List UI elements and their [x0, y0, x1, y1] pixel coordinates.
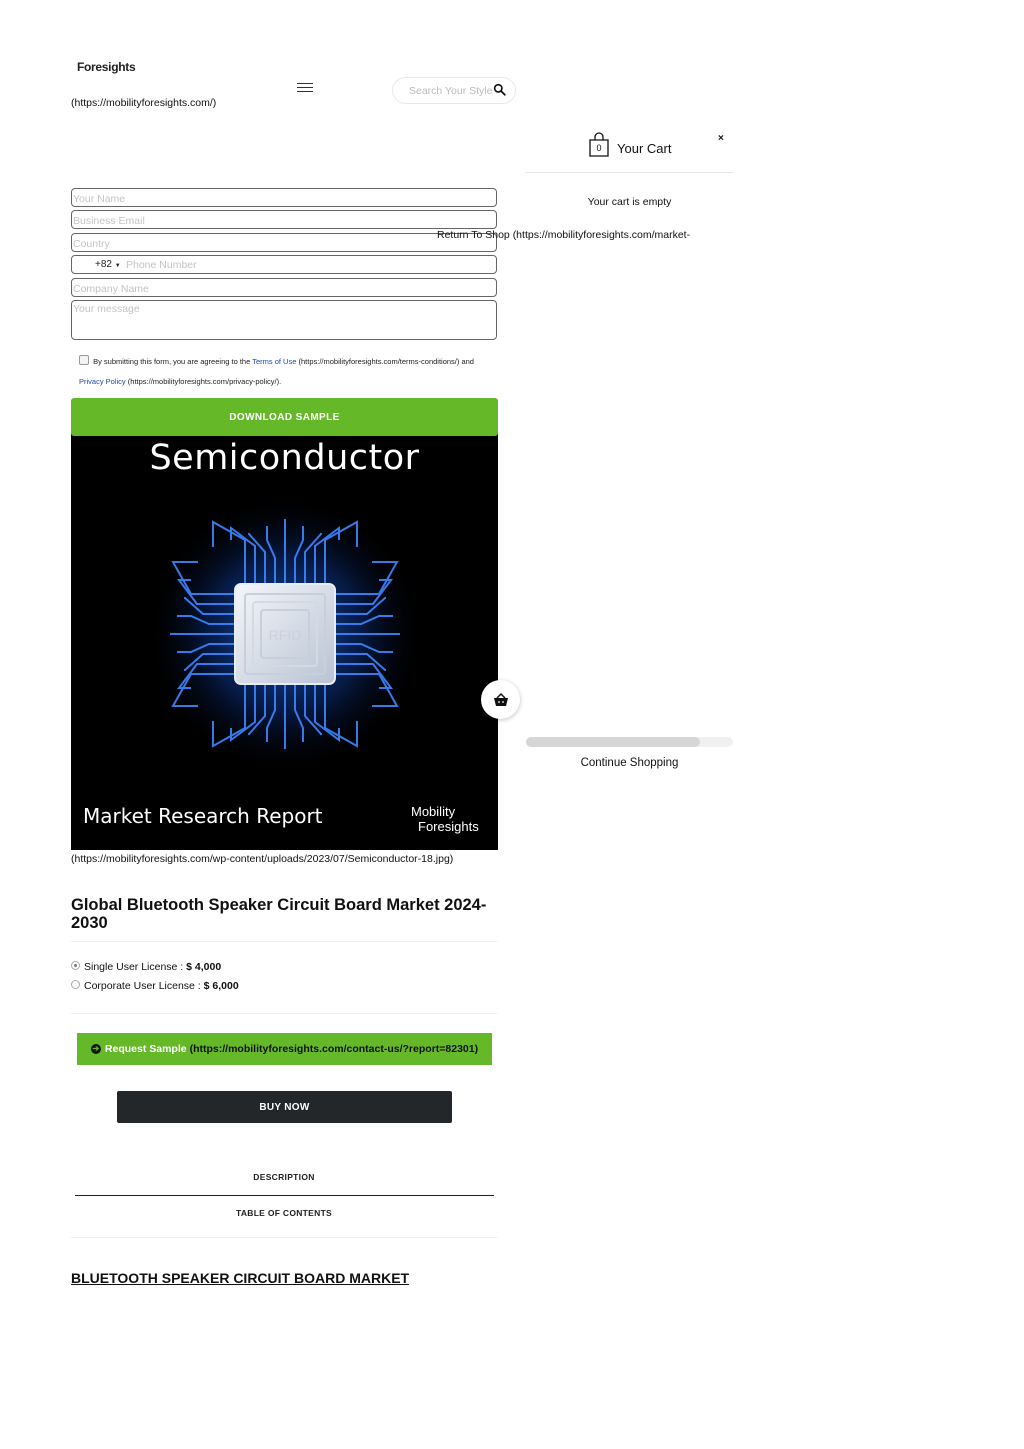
- license-label: Single User License :: [84, 961, 184, 973]
- tab-description[interactable]: DESCRIPTION: [253, 1172, 315, 1182]
- name-field: [71, 188, 497, 207]
- phone-country-select[interactable]: [95, 259, 121, 270]
- cart-progress-fill: [526, 737, 700, 747]
- divider: [71, 1013, 497, 1014]
- return-to-shop-link[interactable]: [437, 229, 733, 241]
- search-box: [392, 77, 516, 104]
- license-radio-single[interactable]: [71, 961, 80, 970]
- license-option-single[interactable]: [71, 961, 221, 973]
- cart-progress-bar: [526, 737, 733, 747]
- floating-cart-button[interactable]: [481, 680, 520, 719]
- cart-count: 0: [596, 143, 602, 153]
- product-title: Global Bluetooth Speaker Circuit Board Market 2024-2030: [71, 896, 487, 932]
- cover-image-link[interactable]: (https://mobilityforesights.com/wp-content/uploads/2023/07/Semiconductor-18.jpg): [71, 853, 454, 865]
- logo-text: Foresights: [77, 60, 136, 74]
- divider: [71, 941, 497, 942]
- license-radio-corporate[interactable]: [71, 980, 80, 989]
- basket-icon: [493, 693, 509, 707]
- email-input[interactable]: [72, 213, 496, 230]
- company-input[interactable]: [72, 281, 496, 298]
- message-textarea[interactable]: [72, 301, 496, 339]
- cover-brand-line2: Foresights: [418, 819, 479, 834]
- hamburger-icon[interactable]: [297, 83, 313, 93]
- privacy-link[interactable]: Privacy Policy: [79, 377, 126, 386]
- consent-block: [79, 352, 499, 392]
- continue-shopping-button[interactable]: Continue Shopping: [580, 757, 679, 769]
- search-input[interactable]: [409, 85, 495, 97]
- cover-brand: [411, 804, 479, 834]
- license-option-corporate[interactable]: [71, 980, 239, 992]
- close-icon[interactable]: ×: [718, 133, 724, 144]
- privacy-url[interactable]: (https://mobilityforesights.com/privacy-policy/).: [127, 377, 282, 386]
- arrow-circle-icon: ➔: [92, 1044, 100, 1053]
- phone-code: +82: [95, 259, 112, 270]
- tab-table-of-contents[interactable]: TABLE OF CONTENTS: [235, 1208, 333, 1218]
- terms-url[interactable]: (https://mobilityforesights.com/terms-conditions/) and: [298, 357, 474, 366]
- site-logo[interactable]: [77, 60, 135, 74]
- country-field: [71, 233, 497, 252]
- search-icon[interactable]: [493, 83, 506, 96]
- license-label: Corporate User License :: [84, 980, 201, 992]
- chip-illustration: [71, 424, 498, 850]
- home-link[interactable]: (https://mobilityforesights.com/): [71, 97, 217, 109]
- request-sample-label: Request Sample: [104, 1043, 187, 1055]
- cover-title: Semiconductor: [149, 438, 420, 478]
- cover-subtitle: Market Research Report: [83, 804, 323, 828]
- country-input[interactable]: [72, 236, 496, 253]
- consent-text: By submitting this form, you are agreeing to the: [93, 357, 251, 366]
- cover-brand-line1: Mobility: [411, 804, 456, 819]
- consent-checkbox[interactable]: [79, 355, 89, 365]
- cart-title: Your Cart: [617, 141, 672, 156]
- report-cover-image[interactable]: [71, 424, 498, 850]
- company-field: [71, 278, 497, 297]
- buy-now-button[interactable]: BUY NOW: [117, 1091, 452, 1123]
- email-field: [71, 210, 497, 229]
- divider: [71, 1237, 497, 1238]
- divider: [526, 172, 733, 173]
- chip-label: RFID: [268, 627, 302, 643]
- return-to-shop-text: Return To Shop (https://mobilityforesights.com/market-: [437, 229, 691, 241]
- section-heading: BLUETOOTH SPEAKER CIRCUIT BOARD MARKET: [71, 1270, 410, 1286]
- message-field: [71, 300, 497, 340]
- cart-empty-text: Your cart is empty: [587, 196, 672, 208]
- phone-field: [71, 255, 497, 274]
- name-input[interactable]: [72, 191, 496, 208]
- tab-underline: [75, 1195, 494, 1196]
- download-sample-button[interactable]: DOWNLOAD SAMPLE: [71, 398, 498, 436]
- request-sample-button[interactable]: [77, 1033, 492, 1065]
- phone-input[interactable]: [126, 256, 486, 273]
- terms-link[interactable]: Terms of Use: [252, 357, 297, 366]
- chevron-down-icon: ▼: [114, 263, 121, 269]
- request-sample-url: (https://mobilityforesights.com/contact-us/?report=82301): [189, 1043, 479, 1055]
- license-price: $ 6,000: [203, 980, 239, 992]
- license-price: $ 4,000: [186, 961, 222, 973]
